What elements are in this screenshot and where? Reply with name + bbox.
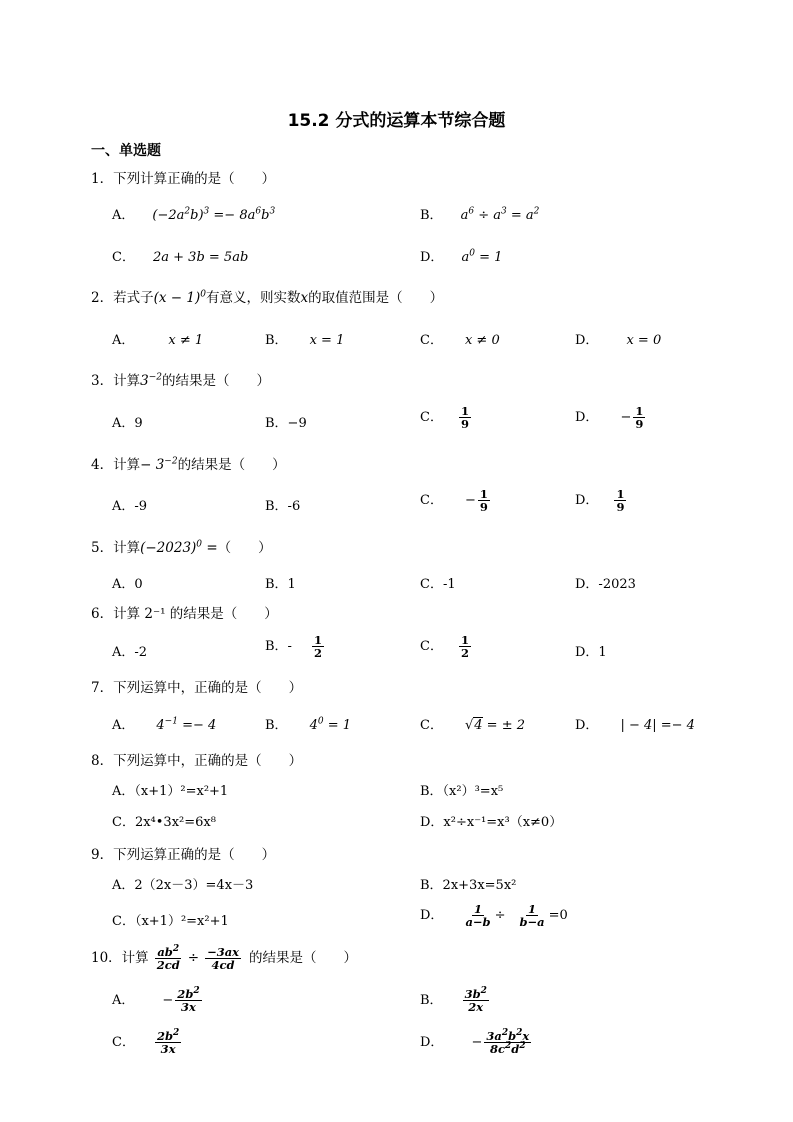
q5-option-d[interactable]: D．-2023: [575, 577, 636, 592]
q2-option-a[interactable]: A． x ≠ 1: [112, 333, 204, 348]
question-10-stem: 10．计算 $\frac{ab^2}{2cd}$ ÷ $\frac{-3ax}{4cd}$ 的结果是（ ）: [91, 944, 358, 973]
q5-option-a[interactable]: A．0: [112, 577, 143, 592]
q10-option-c[interactable]: C． $\frac{2b^2}{3x}$: [112, 1028, 180, 1057]
q9-option-c[interactable]: C．（x+1）²=x²+1: [112, 914, 229, 929]
q9-option-a[interactable]: A．2（2x－3）=4x－3: [112, 878, 254, 893]
question-4-stem: 4．计算− $3^{-2}$的结果是（ ）: [91, 456, 286, 473]
q6-option-b[interactable]: B．- $\frac{1}{2}$: [265, 633, 322, 661]
question-3-stem: 3．计算$3^{-2}$的结果是（ ）: [91, 372, 270, 389]
q2-option-c[interactable]: C． x ≠ 0: [420, 333, 500, 348]
page-title: 15.2 分式的运算本节综合题: [287, 111, 506, 131]
q6-option-d[interactable]: D．1: [575, 645, 607, 660]
q1-option-a[interactable]: A． $(-2a^2b)^3 =- 8a^6b^3$: [112, 206, 276, 223]
q4-option-a[interactable]: A．-9: [112, 499, 148, 514]
question-6-stem: 6．计算 2⁻¹ 的结果是（ ）: [91, 606, 278, 622]
question-2-stem: 2．若式子$(x - 1)^0$有意义，则实数x的取值范围是（ ）: [91, 289, 444, 306]
q3-option-a[interactable]: A．9: [112, 416, 143, 431]
q10-option-b[interactable]: B． $\frac{3b^2}{2x}$: [420, 986, 487, 1015]
q3-option-b[interactable]: B．−9: [265, 416, 307, 431]
q8-option-c[interactable]: C．2x⁴•3x²=6x⁸: [112, 815, 216, 830]
q8-option-a[interactable]: A．（x+1）²=x²+1: [112, 784, 229, 799]
q2-option-d[interactable]: D． x = 0: [575, 333, 662, 348]
q8-option-b[interactable]: B．（x²）³=x⁵: [420, 784, 504, 799]
q10-option-a[interactable]: A． − $\frac{2b^2}{3x}$: [112, 986, 200, 1015]
question-5-stem: 5．计算$(-2023)^0$ =（ ）: [91, 539, 272, 556]
section-heading: 一、单选题: [91, 143, 161, 159]
q4-option-b[interactable]: B．-6: [265, 499, 301, 514]
q9-option-b[interactable]: B．2x+3x=5x²: [420, 878, 517, 893]
q2-option-b[interactable]: B． x = 1: [265, 333, 345, 348]
q4-option-d[interactable]: D． $\frac{1}{9}$: [575, 487, 625, 515]
q8-option-d[interactable]: D．x²÷x⁻¹=x³（x≠0）: [420, 815, 563, 830]
q4-option-c[interactable]: C． − $\frac{1}{9}$: [420, 487, 488, 515]
q3-option-d[interactable]: D． − $\frac{1}{9}$: [575, 404, 644, 432]
q3-option-c[interactable]: C． $\frac{1}{9}$: [420, 404, 469, 432]
question-7-stem: 7．下列运算中，正确的是（ ）: [91, 680, 303, 696]
q5-option-c[interactable]: C．-1: [420, 577, 456, 592]
q10-option-d[interactable]: D． − $\frac{3a^2b^2x}{8c^2d^2}$: [420, 1028, 530, 1057]
q6-option-c[interactable]: C． $\frac{1}{2}$: [420, 633, 469, 661]
q7-option-b[interactable]: B． $4^0 = 1$: [265, 716, 352, 733]
q9-option-d[interactable]: D． $\frac{1}{a-b}$ ÷ $\frac{1}{b-a}$ =0: [420, 902, 568, 930]
q7-option-d[interactable]: D． | − 4| =− 4: [575, 718, 695, 733]
q5-option-b[interactable]: B．1: [265, 577, 296, 592]
q1-option-c[interactable]: C． 2a + 3b = 5ab: [112, 250, 249, 265]
q1-option-b[interactable]: B． $a^6 \div a^3 = a^2$: [420, 206, 540, 223]
question-1-stem: 1．下列计算正确的是（ ）: [91, 171, 276, 187]
q6-option-a[interactable]: A．-2: [112, 645, 148, 660]
question-8-stem: 8．下列运算中，正确的是（ ）: [91, 753, 303, 769]
q7-option-c[interactable]: C． √4 = ± 2: [420, 718, 525, 733]
q7-option-a[interactable]: A． $4^{-1} =- 4$: [112, 716, 217, 733]
question-9-stem: 9．下列运算正确的是（ ）: [91, 847, 276, 863]
q1-option-d[interactable]: D． $a^0 = 1$: [420, 248, 503, 265]
